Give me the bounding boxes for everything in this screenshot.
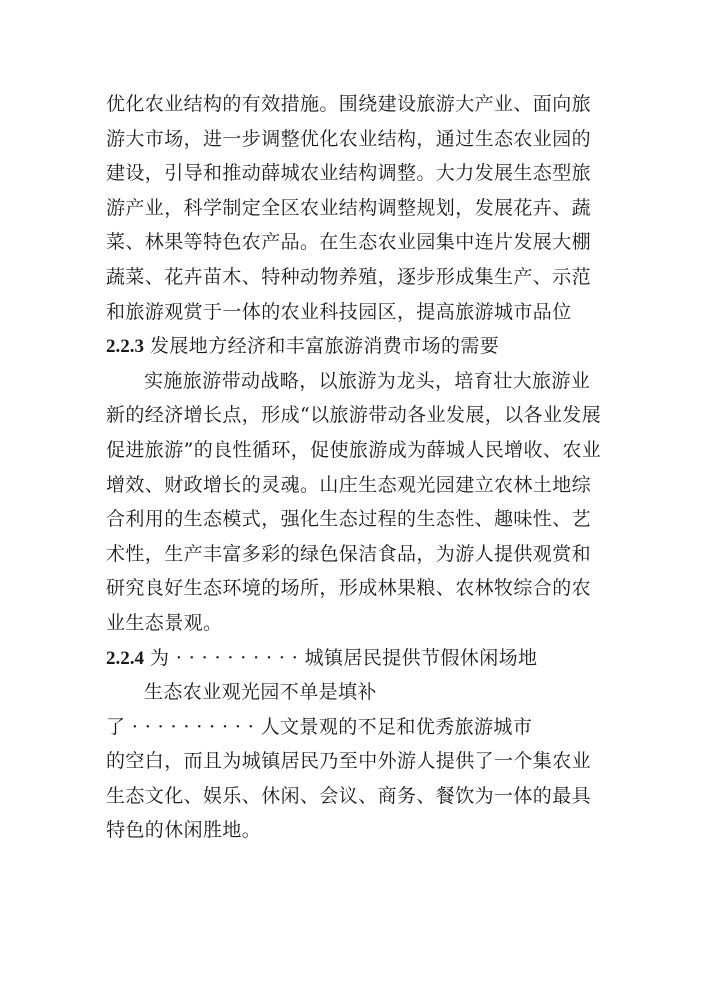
document-page [106,87,602,848]
paragraph-line: 游产业，科学制定全区农业结构调整规划，发展花卉、蔬 [106,196,592,219]
section-number: 2.2.3 [106,336,144,358]
paragraph-line: 了 · · · · · · · · · · 人文景观的不足和优秀旅游城市 [106,715,533,738]
paragraph-line: 新的经济增长点，形成“以旅游带动各业发展，以各业发展 [106,404,602,427]
paragraph-line: 促进旅游”的良性循环，促使旅游成为薛城人民增收、农业 [106,438,602,461]
paragraph-line: 的空白，而且为城镇居民乃至中外游人提供了一个集农业 [106,750,592,773]
section-number: 2.2.4 [106,647,144,669]
paragraph-line: 合利用的生态模式，强化生态过程的生态性、趣味性、艺 [106,508,592,531]
paragraph-line: 增效、财政增长的灵魂。山庄生态观光园建立农林土地综 [106,473,592,496]
paragraph-line: 生态文化、娱乐、休闲、会议、商务、餐饮为一体的最具 [106,784,592,807]
paragraph-line: 业生态景观。 [106,611,223,634]
paragraph-line: 研究良好生态环境的场所，形成林果粮、农林牧综合的农 [106,577,592,600]
section-heading-2-2-3 [106,329,596,364]
paragraph-line: 优化农业结构的有效措施。围绕建设旅游大产业、面向旅 [106,93,592,115]
paragraph-line: 术性，生产丰富多彩的绿色保洁食品，为游人提供观赏和 [106,542,592,565]
paragraph-line: 建设，引导和推动薛城农业结构调整。大力发展生态型旅 [106,162,592,185]
section-title: 为 · · · · · · · · · · 城镇居民提供节假休闲场地 [150,646,538,669]
paragraph-line: 菜、林果等特色农产品。在生态农业园集中连片发展大棚 [106,231,592,254]
section-title: 发展地方经济和丰富旅游消费市场的需要 [150,335,500,358]
paragraph-line: 游大市场，进一步调整优化农业结构，通过生态农业园的 [106,127,592,150]
paragraph-line: 和旅游观赏于一体的农业科技园区，提高旅游城市品位 [106,300,572,323]
paragraph-line: 实施旅游带动战略，以旅游为龙头，培育壮大旅游业 [144,369,591,392]
paragraph-line: 特色的休闲胜地。 [106,819,262,842]
paragraph-line: 生态农业观光园不单是填补 [144,681,377,704]
section-heading-2-2-4 [106,641,596,676]
paragraph-line: 蔬菜、花卉苗木、特种动物养殖，逐步形成集生产、示范 [106,265,592,288]
